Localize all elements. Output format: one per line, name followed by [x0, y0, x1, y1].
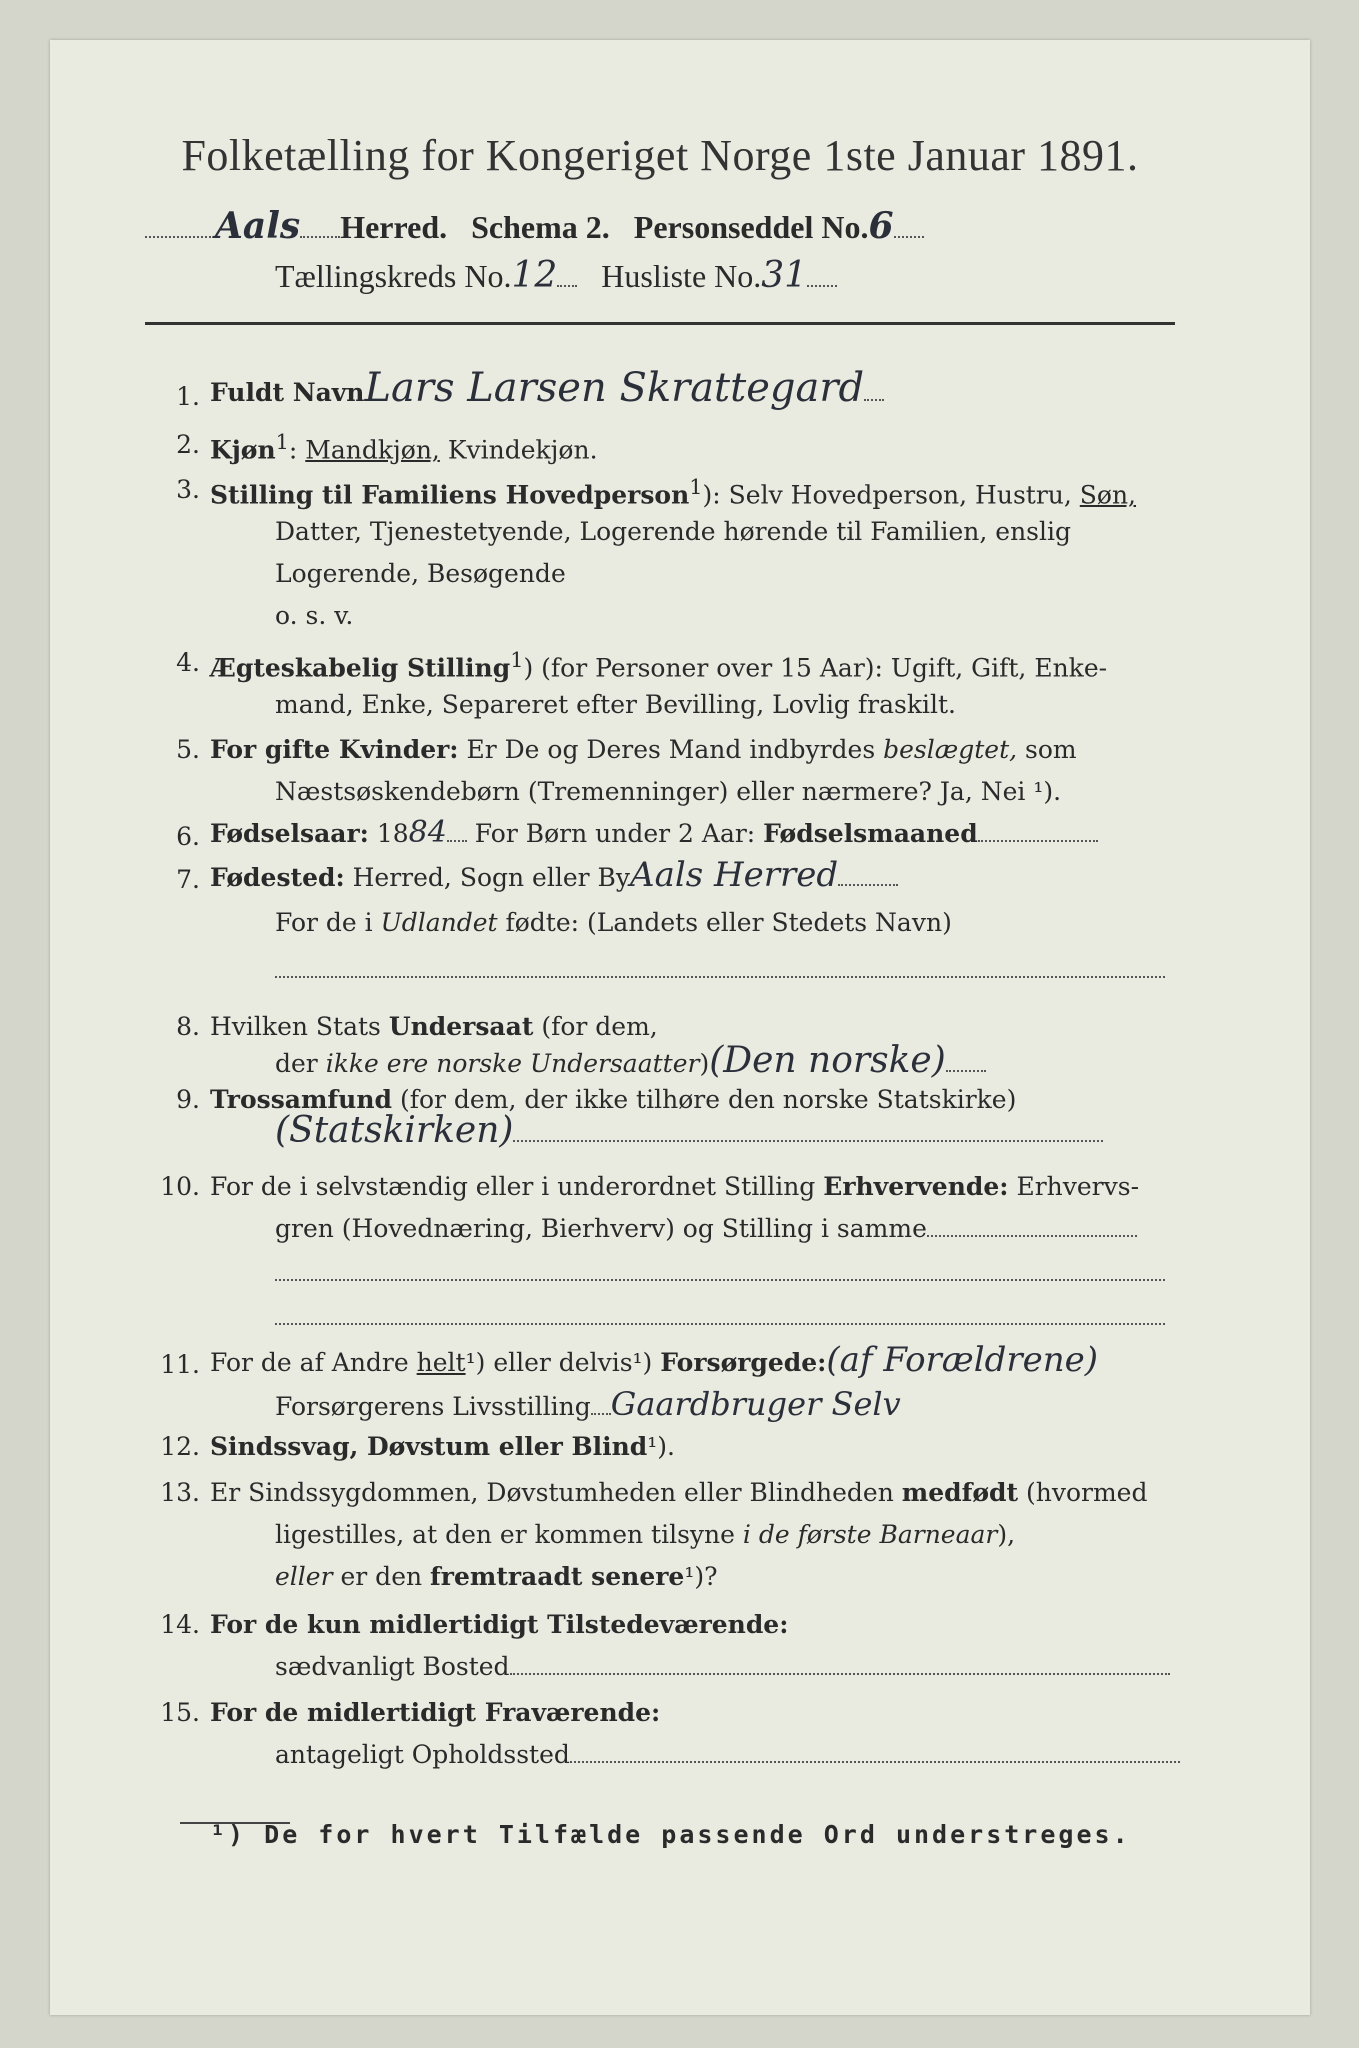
occupation-text-c: Erhvervs-: [1008, 1172, 1140, 1201]
footnote-ref: 1: [275, 430, 289, 454]
congenital-text-a: Er Sindssygdommen, Døvstumheden eller Blindheden: [210, 1478, 902, 1507]
item-15-number: 15.: [160, 1698, 200, 1727]
item-7-birthplace-line1: [210, 855, 898, 895]
herred-value: Aals: [215, 205, 301, 247]
supported-text-c: ¹) eller delvis¹): [465, 1348, 661, 1377]
birth-year-label: Fødselsaar:: [210, 819, 369, 848]
item-8-citizenship-line1: [210, 1012, 658, 1041]
item-4-marital-line1: [210, 648, 1107, 682]
supporter-value: Gaardbruger Selv: [610, 1385, 901, 1423]
header-divider: [145, 322, 1175, 325]
full-name-value: Lars Larsen Skrattegard: [364, 365, 865, 411]
occupation-label: Erhvervende:: [823, 1172, 1009, 1201]
item-11-supported-line1: [210, 1340, 1098, 1380]
congenital-text-2c: ),: [997, 1520, 1016, 1549]
item-3-relation-line1: [210, 475, 1136, 509]
relation-label: Stilling til Familiens Hovedperson: [210, 480, 690, 510]
item-10-dotted-line-1: [275, 1258, 1165, 1287]
item-11-number: 11.: [160, 1350, 200, 1379]
item-2-number: 2.: [176, 430, 200, 459]
married-women-text-c: som: [1017, 735, 1077, 764]
footnote-ref: 1: [689, 475, 703, 499]
birthplace-label: Fødested:: [210, 863, 345, 892]
item-14-usual-residence: [275, 1652, 1170, 1681]
birth-month-text: For Børn under 2 Aar:: [466, 819, 764, 848]
citizenship-text-a: Hvilken Stats: [210, 1012, 389, 1041]
item-5-number: 5.: [176, 735, 200, 764]
birth-month-label: Fødselsmaaned: [763, 819, 978, 848]
item-13-congenital-line1: [210, 1478, 1147, 1507]
religion-value: (Statskirken): [275, 1110, 514, 1151]
religion-text: (for dem, der ikke tilhøre den norske Statskirke): [392, 1085, 1017, 1114]
item-1-number: 1.: [176, 382, 200, 411]
herred-label: Herred.: [340, 209, 448, 245]
married-women-text-a: Er De og Deres Mand indbyrdes: [458, 735, 884, 764]
item-4-number: 4.: [176, 648, 200, 677]
supported-value: (af Forældrene): [826, 1340, 1099, 1380]
item-13-congenital-line2: [275, 1520, 1015, 1549]
item-10-number: 10.: [160, 1172, 200, 1201]
disability-ref: ¹).: [647, 1432, 676, 1461]
noncitizen-text-c: ): [699, 1049, 710, 1078]
item-11-supporter-line: [275, 1385, 901, 1423]
item-15-temporary-absent: [210, 1698, 660, 1727]
item-7-dotted-line: [275, 955, 1165, 984]
congenital-text-c: (hvormed: [1018, 1478, 1148, 1507]
citizenship-label: Undersaat: [388, 1012, 534, 1041]
item-6-birth-year: [210, 815, 1098, 850]
item-12-number: 12.: [160, 1432, 200, 1461]
personseddel-value: 6: [868, 205, 894, 247]
marital-text-1: ) (for Personer over 15 Aar): Ugift, Gift, Enke-: [523, 653, 1108, 683]
probable-residence-label: antageligt Opholdssted: [275, 1740, 570, 1769]
congenital-text-3a: eller: [275, 1562, 333, 1591]
item-14-number: 14.: [160, 1610, 200, 1639]
supporter-label: Forsørgerens Livsstilling: [275, 1392, 591, 1421]
full-name-label: Fuldt Navn: [210, 378, 365, 407]
item-3-relation-line2: Datter, Tjenestetyende, Logerende hørende til Familien, enslig: [275, 517, 1072, 546]
sex-option-male: Mandkjøn,: [305, 435, 440, 465]
noncitizen-text-a: der: [275, 1049, 326, 1078]
item-3-relation-line4: o. s. v.: [275, 601, 354, 630]
citizenship-text-c: (for dem,: [533, 1012, 658, 1041]
schema-label: Schema 2.: [471, 209, 610, 245]
item-10-occupation-line2: [275, 1214, 1137, 1243]
abroad-text-a: For de i: [275, 908, 381, 937]
relation-option-son: Søn,: [1079, 480, 1137, 510]
form-title: Folketælling for Kongeriget Norge 1ste Januar 1891.: [181, 131, 1139, 180]
item-9-religion-line2: [275, 1110, 1103, 1151]
item-15-probable-residence: [275, 1740, 1180, 1769]
item-5-married-women-line1: [210, 735, 1077, 764]
item-4-marital-line2: mand, Enke, Separeret efter Bevilling, Lovlig fraskilt.: [275, 690, 956, 719]
congenital-text-2a: ligestilles, at den er kommen tilsyne: [275, 1520, 743, 1549]
item-13-congenital-line3: [275, 1562, 718, 1591]
item-5-married-women-line2: Næstsøskendebørn (Tremenninger) eller nærmere? Ja, Nei ¹).: [275, 777, 1062, 806]
abroad-text-b: Udlandet: [380, 908, 498, 937]
citizenship-value: (Den norske): [709, 1040, 946, 1081]
temporary-absent-label: For de midlertidigt Fraværende:: [210, 1698, 661, 1727]
noncitizen-text-b: ikke ere norske Undersaatter: [325, 1049, 700, 1078]
birthplace-text: Herred, Sogn eller By: [344, 863, 631, 892]
relation-text-1: ): Selv Hovedperson, Hustru,: [702, 480, 1080, 510]
marital-label: Ægteskabelig Stilling: [210, 653, 511, 683]
husliste-label: Husliste No.: [601, 258, 762, 294]
sex-colon: :: [288, 435, 306, 465]
footnote: ¹) De for hvert Tilfælde passende Ord understreges.: [210, 1820, 1131, 1849]
item-1-full-name: [210, 365, 884, 411]
congenital-text-3b: er den: [332, 1562, 431, 1591]
birth-year-prefix: 18: [368, 819, 409, 848]
kreds-value: 12: [511, 255, 558, 296]
item-3-relation-line3: Logerende, Besøgende: [275, 559, 566, 588]
footnote-ref: 1: [510, 648, 524, 672]
occupation-text-2: gren (Hovednæring, Bierhverv) og Stilling i samme: [275, 1214, 927, 1243]
husliste-value: 31: [761, 255, 808, 296]
item-7-number: 7.: [176, 865, 200, 894]
occupation-text-a: For de i selvstændig eller i underordnet Stilling: [210, 1172, 824, 1201]
congenital-text-2b: i de første Barneaar: [742, 1520, 998, 1549]
item-10-occupation-line1: [210, 1172, 1139, 1201]
birth-year-value: 84: [408, 815, 447, 850]
item-8-citizenship-line2: [275, 1040, 986, 1081]
sex-option-female: Kvindekjøn.: [439, 435, 598, 465]
married-women-label: For gifte Kvinder:: [210, 735, 459, 764]
personseddel-label: Personseddel No.: [633, 209, 869, 245]
kreds-label: Tællingskreds No.: [275, 258, 512, 294]
item-7-birthplace-line2: [275, 908, 952, 937]
later-onset-label: fremtraadt senere: [430, 1562, 685, 1591]
item-9-number: 9.: [176, 1085, 200, 1114]
religion-label: Trossamfund: [210, 1085, 393, 1114]
item-3-number: 3.: [176, 475, 200, 504]
item-13-number: 13.: [160, 1478, 200, 1507]
birthplace-value: Aals Herred: [630, 855, 839, 895]
kreds-line: [275, 255, 837, 296]
congenital-text-3d: ¹)?: [684, 1562, 718, 1591]
item-14-temporary-present: [210, 1610, 788, 1639]
sex-label: Kjøn: [210, 435, 276, 465]
usual-residence-label: sædvanligt Bosted: [275, 1652, 510, 1681]
married-women-text-b: beslægtet,: [883, 735, 1018, 764]
temporary-present-label: For de kun midlertidigt Tilstedeværende:: [210, 1610, 789, 1639]
item-2-sex: [210, 430, 598, 464]
item-6-number: 6.: [176, 822, 200, 851]
item-12-disability: [210, 1432, 675, 1461]
herred-line: [145, 205, 924, 247]
item-8-number: 8.: [176, 1012, 200, 1041]
supported-option-full: helt: [416, 1348, 466, 1377]
item-10-dotted-line-2: [275, 1302, 1165, 1331]
congenital-label: medfødt: [901, 1478, 1019, 1507]
disability-label: Sindssvag, Døvstum eller Blind: [210, 1432, 648, 1461]
abroad-text-c: fødte: (Landets eller Stedets Navn): [497, 908, 952, 937]
supported-label: Forsørgede:: [660, 1348, 827, 1377]
supported-text-a: For de af Andre: [210, 1348, 417, 1377]
